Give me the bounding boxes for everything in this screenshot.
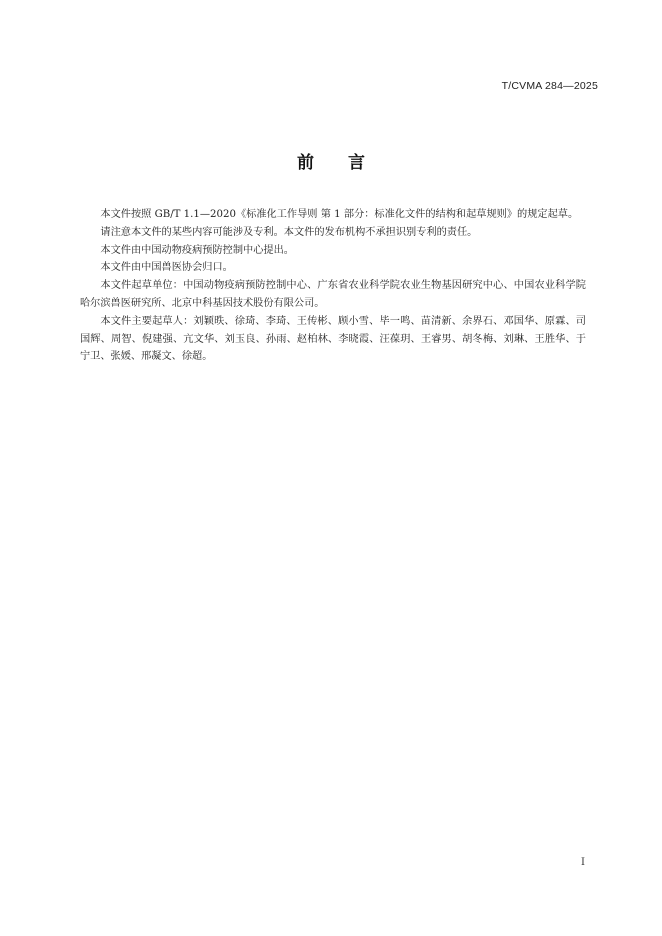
paragraph-drafting-rules: 本文件按照 GB/T 1.1—2020《标准化工作导则 第 1 部分：标准化文件的结构和起草规则》的规定起草。 bbox=[100, 209, 579, 220]
paragraph-proposer: 本文件由中国动物疫病预防控制中心提出。 bbox=[100, 244, 294, 256]
paragraph-drafters: 本文件主要起草人：刘颖昳、徐琦、李琦、王传彬、顾小雪、毕一鸣、苗清新、余界石、邓国华、原霖、司国辉、周智、倪建强、亢文华、刘玉良、孙雨、赵柏林、李晓霞、汪葆玥、王睿男、胡冬梅、刘琳、王胜华、于宁卫、张媛、邢凝文、徐超。 bbox=[80, 315, 586, 363]
title-char-2: 言 bbox=[348, 153, 365, 173]
document-code: T/CVMA 284—2025 bbox=[501, 80, 598, 92]
title-char-1: 前 bbox=[297, 153, 314, 173]
foreword-body bbox=[80, 206, 586, 366]
page-number: I bbox=[581, 857, 585, 868]
page-title bbox=[0, 148, 662, 173]
paragraph-patent-notice: 请注意本文件的某些内容可能涉及专利。本文件的发布机构不承担识别专利的责任。 bbox=[100, 226, 478, 238]
paragraph-drafting-units: 本文件起草单位：中国动物疫病预防控制中心、广东省农业科学院农业生物基因研究中心、中国农业科学院哈尔滨兽医研究所、北京中科基因技术股份有限公司。 bbox=[80, 280, 586, 309]
paragraph-administrator: 本文件由中国兽医协会归口。 bbox=[100, 262, 233, 274]
